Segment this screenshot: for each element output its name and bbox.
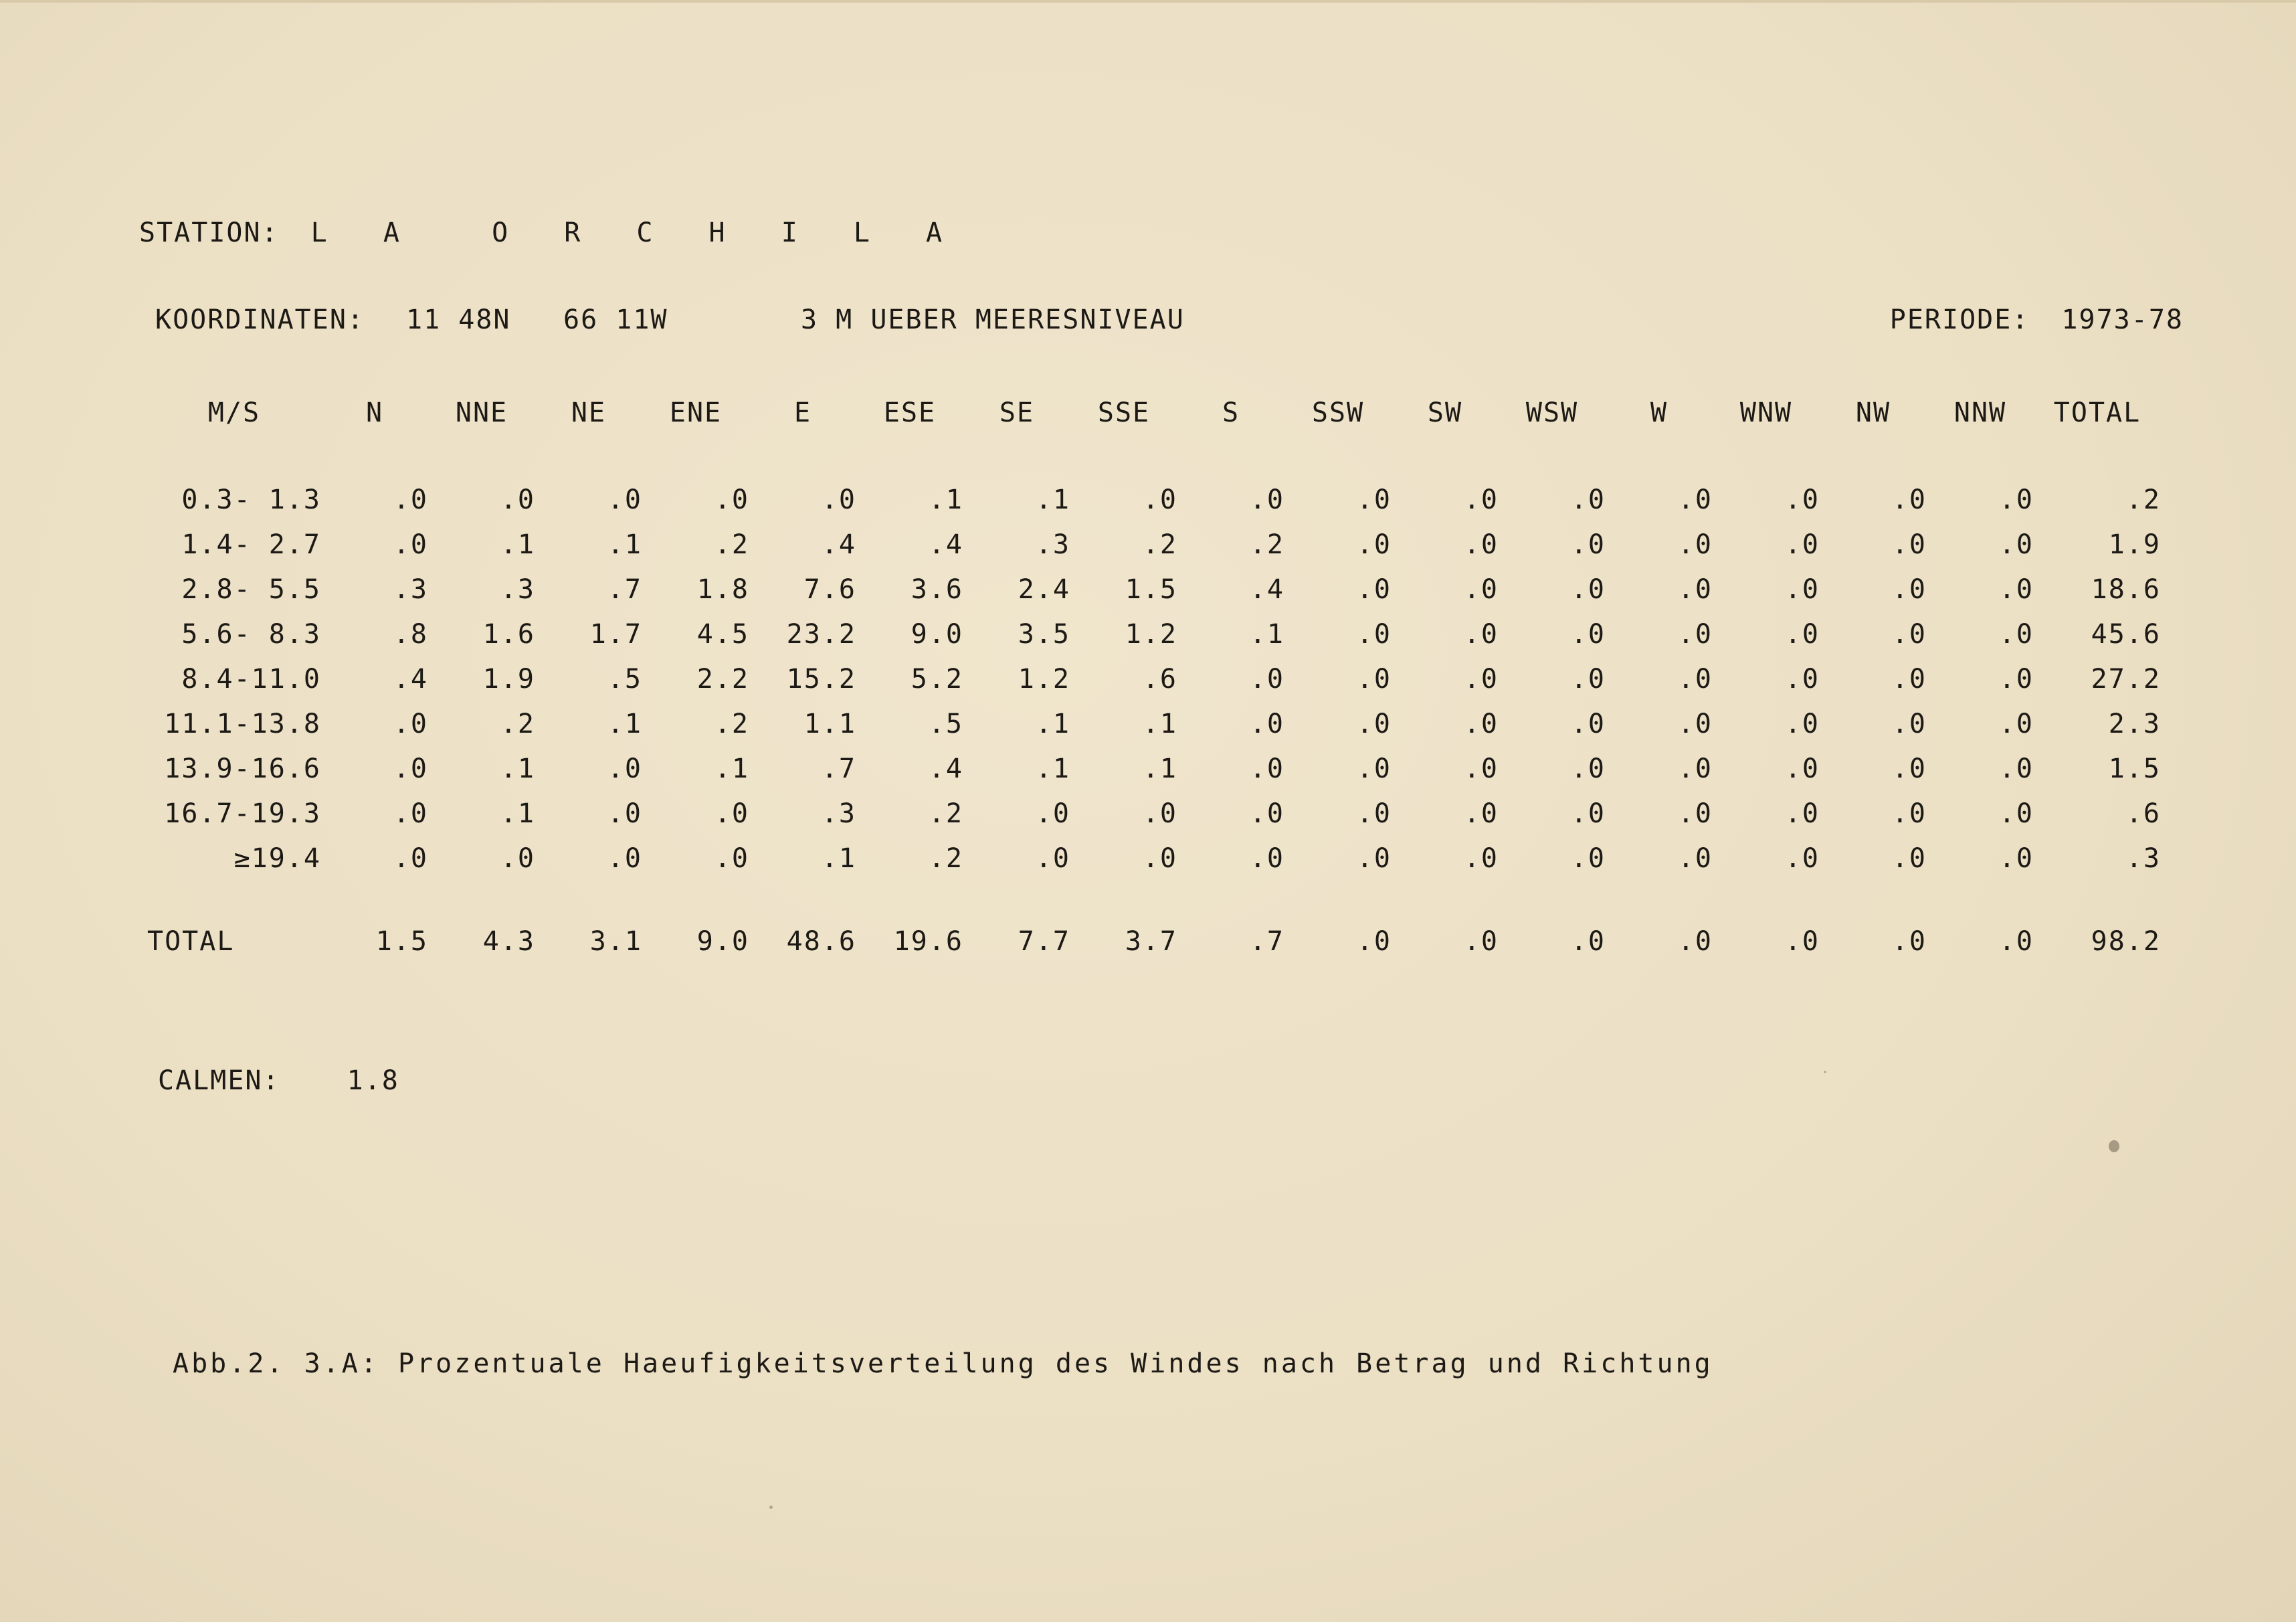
column-header: SW <box>1427 397 1463 428</box>
frequency-cell: .0 <box>1998 708 2034 739</box>
spacer-cell <box>147 434 2161 477</box>
frequency-cell: .2 <box>500 708 535 739</box>
frequency-cell: .0 <box>1142 842 1177 874</box>
period-value: 1973-78 <box>2061 304 2184 335</box>
row-total-cell: 2.3 <box>2108 708 2161 739</box>
station-line <box>139 217 962 248</box>
row-total-cell: .2 <box>2125 484 2161 515</box>
frequency-cell: .0 <box>1356 618 1392 650</box>
frequency-cell: .0 <box>1035 842 1070 874</box>
frequency-cell: .0 <box>607 798 642 829</box>
frequency-cell: .8 <box>393 618 428 650</box>
frequency-cell: .0 <box>1784 798 1820 829</box>
frequency-cell: .0 <box>1677 663 1713 695</box>
table-body <box>147 434 2161 964</box>
column-total-cell: 98.2 <box>2091 925 2161 957</box>
frequency-cell: .0 <box>714 842 749 874</box>
frequency-cell: .0 <box>1249 798 1284 829</box>
frequency-cell: .0 <box>1463 573 1499 605</box>
table-row <box>147 522 2161 567</box>
frequency-cell: 3.5 <box>1018 618 1070 650</box>
frequency-cell: .0 <box>1784 484 1820 515</box>
frequency-cell: .0 <box>1784 708 1820 739</box>
frequency-cell: 5.2 <box>911 663 963 695</box>
column-total-cell: 9.0 <box>696 925 749 957</box>
frequency-cell: .4 <box>821 529 856 560</box>
frequency-cell: .0 <box>607 753 642 784</box>
frequency-cell: .0 <box>1677 618 1713 650</box>
frequency-cell: .0 <box>1356 708 1392 739</box>
frequency-cell: 9.0 <box>911 618 963 650</box>
speed-class-cell: 8.4-11.0 <box>181 663 321 695</box>
frequency-cell: .0 <box>1784 529 1820 560</box>
frequency-cell: .0 <box>607 484 642 515</box>
frequency-cell: .0 <box>500 484 535 515</box>
row-total-cell: .6 <box>2125 798 2161 829</box>
frequency-cell: .0 <box>393 708 428 739</box>
table-row <box>147 612 2161 656</box>
table-row <box>147 656 2161 701</box>
frequency-cell: .0 <box>1570 708 1606 739</box>
frequency-cell: .1 <box>500 753 535 784</box>
figure-caption: Abb.2. 3.A: Prozentuale Haeufigkeitsverteilung des Windes nach Betrag und Richtung <box>173 1348 1713 1379</box>
column-total-cell: 19.6 <box>893 925 963 957</box>
frequency-cell: .0 <box>393 798 428 829</box>
page-top-edge <box>0 0 2296 3</box>
frequency-cell: .0 <box>1998 753 2034 784</box>
column-total-cell: .7 <box>1249 925 1284 957</box>
frequency-cell: .0 <box>714 484 749 515</box>
frequency-cell: .0 <box>1570 529 1606 560</box>
column-total-cell: 4.3 <box>482 925 535 957</box>
column-header: N <box>365 397 384 428</box>
frequency-cell: .0 <box>1998 798 2034 829</box>
frequency-cell: .5 <box>928 708 963 739</box>
frequency-cell: .1 <box>607 708 642 739</box>
frequency-cell: .0 <box>1463 618 1499 650</box>
frequency-cell: .0 <box>1998 573 2034 605</box>
frequency-cell: .4 <box>928 753 963 784</box>
frequency-cell: 1.9 <box>482 663 535 695</box>
frequency-cell: .0 <box>1463 708 1499 739</box>
frequency-cell: .0 <box>1570 798 1606 829</box>
frequency-cell: .0 <box>1891 753 1927 784</box>
frequency-cell: .0 <box>1249 708 1284 739</box>
row-total-cell: 1.5 <box>2108 753 2161 784</box>
frequency-cell: .0 <box>393 842 428 874</box>
frequency-cell: .0 <box>1784 753 1820 784</box>
column-header: W <box>1650 397 1668 428</box>
frequency-cell: 1.2 <box>1018 663 1070 695</box>
row-spacer <box>147 881 2161 919</box>
frequency-cell: .1 <box>1142 708 1177 739</box>
frequency-cell: 2.4 <box>1018 573 1070 605</box>
frequency-cell: .0 <box>1784 573 1820 605</box>
longitude: 66 11W <box>563 304 668 335</box>
column-total-cell: .0 <box>1463 925 1499 957</box>
table-row <box>147 791 2161 836</box>
frequency-cell: .1 <box>714 753 749 784</box>
column-total-cell: 3.7 <box>1125 925 1177 957</box>
frequency-cell: .0 <box>1356 573 1392 605</box>
column-total-cell: .0 <box>1998 925 2034 957</box>
frequency-cell: .0 <box>1249 663 1284 695</box>
frequency-cell: .2 <box>1249 529 1284 560</box>
frequency-cell: .0 <box>1463 663 1499 695</box>
frequency-cell: .0 <box>1891 529 1927 560</box>
frequency-cell: .0 <box>1463 484 1499 515</box>
column-total-cell: 1.5 <box>375 925 428 957</box>
speed-class-cell: 0.3- 1.3 <box>181 484 321 515</box>
frequency-cell: .7 <box>821 753 856 784</box>
frequency-cell: .5 <box>607 663 642 695</box>
column-total-cell: .0 <box>1356 925 1392 957</box>
frequency-cell: .0 <box>1891 618 1927 650</box>
frequency-cell: .0 <box>1998 663 2034 695</box>
frequency-cell: .3 <box>393 573 428 605</box>
frequency-cell: .0 <box>1035 798 1070 829</box>
frequency-cell: .0 <box>1570 484 1606 515</box>
frequency-cell: .0 <box>1677 529 1713 560</box>
paper-speck <box>769 1506 773 1509</box>
frequency-cell: 23.2 <box>786 618 856 650</box>
frequency-cell: .0 <box>821 484 856 515</box>
frequency-cell: .7 <box>607 573 642 605</box>
paper-speck <box>1824 1071 1826 1073</box>
column-header: E <box>793 397 812 428</box>
frequency-cell: .4 <box>393 663 428 695</box>
frequency-cell: .0 <box>1249 753 1284 784</box>
column-total-cell: 7.7 <box>1018 925 1070 957</box>
column-header: NNE <box>455 397 508 428</box>
table-row <box>147 836 2161 881</box>
latitude: 11 48N <box>406 304 511 335</box>
column-header: NNW <box>1953 397 2007 428</box>
row-total-cell: .3 <box>2125 842 2161 874</box>
column-header: SE <box>999 397 1035 428</box>
frequency-cell: .0 <box>500 842 535 874</box>
column-header: NE <box>571 397 607 428</box>
row-total-cell: 18.6 <box>2091 573 2161 605</box>
frequency-cell: .0 <box>1570 618 1606 650</box>
speed-class-cell: ≥19.4 <box>233 842 321 874</box>
frequency-cell: .0 <box>1356 663 1392 695</box>
frequency-cell: .0 <box>1356 753 1392 784</box>
wind-frequency-table <box>147 391 2161 964</box>
table-row <box>147 567 2161 612</box>
frequency-cell: .1 <box>1249 618 1284 650</box>
frequency-cell: .0 <box>1998 529 2034 560</box>
frequency-cell: .0 <box>1998 618 2034 650</box>
frequency-cell: .0 <box>1249 842 1284 874</box>
speed-class-cell: 13.9-16.6 <box>164 753 321 784</box>
frequency-cell: 1.5 <box>1125 573 1177 605</box>
frequency-cell: 3.6 <box>911 573 963 605</box>
calmen-value: 1.8 <box>347 1065 399 1096</box>
frequency-cell: .0 <box>1784 618 1820 650</box>
frequency-cell: .0 <box>1249 484 1284 515</box>
frequency-cell: .3 <box>1035 529 1070 560</box>
row-total-cell: 45.6 <box>2091 618 2161 650</box>
frequency-cell: .0 <box>1463 529 1499 560</box>
frequency-cell: .0 <box>1891 484 1927 515</box>
frequency-cell: .2 <box>1142 529 1177 560</box>
frequency-cell: .2 <box>714 529 749 560</box>
frequency-cell: 1.6 <box>482 618 535 650</box>
frequency-cell: .0 <box>1356 529 1392 560</box>
frequency-cell: .3 <box>500 573 535 605</box>
column-total-cell: .0 <box>1677 925 1713 957</box>
row-spacer <box>147 434 2161 477</box>
frequency-cell: 2.2 <box>696 663 749 695</box>
speed-class-cell: 1.4- 2.7 <box>181 529 321 560</box>
frequency-cell: .6 <box>1142 663 1177 695</box>
frequency-cell: .0 <box>1891 798 1927 829</box>
column-total-cell: .0 <box>1570 925 1606 957</box>
station-label: STATION: <box>139 217 279 248</box>
frequency-cell: .0 <box>1677 798 1713 829</box>
column-header: NW <box>1855 397 1891 428</box>
station-name: L A O R C H I L A <box>310 217 963 248</box>
frequency-cell: 1.2 <box>1125 618 1177 650</box>
frequency-cell: .0 <box>1784 842 1820 874</box>
column-total-cell: 48.6 <box>786 925 856 957</box>
station-height: 3 M UEBER MEERESNIVEAU <box>801 304 1185 335</box>
frequency-cell: .0 <box>1891 663 1927 695</box>
row-total-cell: 27.2 <box>2091 663 2161 695</box>
frequency-cell: .0 <box>1998 484 2034 515</box>
frequency-cell: 15.2 <box>786 663 856 695</box>
total-row <box>147 919 2161 964</box>
frequency-cell: .0 <box>1677 842 1713 874</box>
column-total-cell: .0 <box>1784 925 1820 957</box>
frequency-cell: .0 <box>1570 573 1606 605</box>
frequency-cell: .0 <box>1356 798 1392 829</box>
frequency-cell: .1 <box>1035 484 1070 515</box>
frequency-cell: .4 <box>928 529 963 560</box>
frequency-cell: .0 <box>393 529 428 560</box>
frequency-cell: .3 <box>821 798 856 829</box>
frequency-cell: 1.8 <box>696 573 749 605</box>
frequency-cell: .1 <box>500 529 535 560</box>
frequency-cell: .0 <box>1891 573 1927 605</box>
table-row <box>147 746 2161 791</box>
frequency-cell: 1.1 <box>803 708 856 739</box>
speed-class-cell: 5.6- 8.3 <box>181 618 321 650</box>
column-header: TOTAL <box>2053 397 2141 428</box>
total-label-cell: TOTAL <box>147 925 235 957</box>
frequency-cell: .0 <box>1570 663 1606 695</box>
frequency-cell: .0 <box>1570 753 1606 784</box>
row-total-cell: 1.9 <box>2108 529 2161 560</box>
paper-speck <box>2109 1140 2119 1152</box>
speed-class-cell: 11.1-13.8 <box>164 708 321 739</box>
column-total-cell: 3.1 <box>589 925 642 957</box>
frequency-cell: .2 <box>928 798 963 829</box>
frequency-cell: .0 <box>1677 753 1713 784</box>
calmen-label: CALMEN: <box>158 1065 280 1096</box>
frequency-cell: .1 <box>1035 753 1070 784</box>
frequency-cell: .0 <box>1142 484 1177 515</box>
column-header: ENE <box>669 397 723 428</box>
frequency-cell: .0 <box>714 798 749 829</box>
frequency-cell: .0 <box>1570 842 1606 874</box>
frequency-cell: 4.5 <box>696 618 749 650</box>
frequency-cell: .1 <box>1035 708 1070 739</box>
frequency-cell: .0 <box>1142 798 1177 829</box>
column-header: ESE <box>883 397 937 428</box>
frequency-cell: .0 <box>1356 484 1392 515</box>
column-header: M/S <box>207 397 261 428</box>
frequency-cell: 7.6 <box>803 573 856 605</box>
period-line <box>1890 304 2184 335</box>
frequency-cell: 1.7 <box>589 618 642 650</box>
speed-class-cell: 16.7-19.3 <box>164 798 321 829</box>
column-header: SSE <box>1097 397 1151 428</box>
column-header: S <box>1222 397 1240 428</box>
frequency-cell: .0 <box>1784 663 1820 695</box>
column-header: SSW <box>1311 397 1365 428</box>
period-label: PERIODE: <box>1889 304 2030 335</box>
table-row <box>147 477 2161 522</box>
frequency-cell: .0 <box>607 842 642 874</box>
table-header-row <box>147 391 2161 434</box>
frequency-cell: .0 <box>1998 842 2034 874</box>
frequency-cell: .2 <box>714 708 749 739</box>
frequency-cell: .0 <box>1677 708 1713 739</box>
table-row <box>147 701 2161 746</box>
frequency-cell: .0 <box>393 484 428 515</box>
frequency-cell: .0 <box>393 753 428 784</box>
frequency-cell: .0 <box>1463 798 1499 829</box>
frequency-cell: .0 <box>1677 484 1713 515</box>
frequency-cell: .0 <box>1356 842 1392 874</box>
frequency-cell: .1 <box>607 529 642 560</box>
frequency-cell: .4 <box>1249 573 1284 605</box>
frequency-cell: .1 <box>500 798 535 829</box>
frequency-cell: .1 <box>1142 753 1177 784</box>
speed-class-cell: 2.8- 5.5 <box>181 573 321 605</box>
column-header: WSW <box>1525 397 1579 428</box>
frequency-cell: .0 <box>1891 842 1927 874</box>
frequency-cell: .0 <box>1677 573 1713 605</box>
frequency-cell: .0 <box>1463 842 1499 874</box>
frequency-cell: .0 <box>1463 753 1499 784</box>
spacer-cell <box>147 881 2161 919</box>
frequency-cell: .0 <box>1891 708 1927 739</box>
frequency-cell: .1 <box>928 484 963 515</box>
column-total-cell: .0 <box>1891 925 1927 957</box>
frequency-cell: .2 <box>928 842 963 874</box>
calmen-line <box>158 1065 399 1096</box>
column-header: WNW <box>1739 397 1793 428</box>
coordinates-label: KOORDINATEN: <box>155 304 365 335</box>
frequency-cell: .1 <box>821 842 856 874</box>
